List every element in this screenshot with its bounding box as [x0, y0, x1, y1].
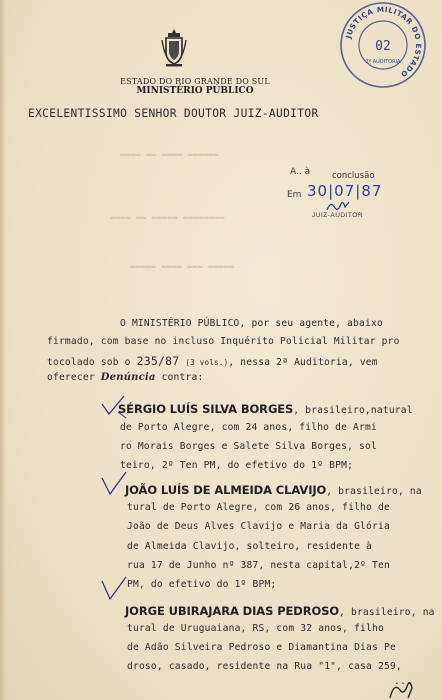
annotation-juiz-auditor: JUIZ-AUDITOR	[312, 212, 364, 219]
defendant-3-line-2: tural de Uruguaiana, RS, com 32 anos, filho	[127, 623, 384, 634]
intro-text: oferecer	[47, 372, 95, 383]
defendant-2-line-6: PM, do efetivo do 1º BPM;	[127, 579, 277, 590]
intro-line-2: firmado, com base no incluso Inquérito Policial Militar pro	[47, 336, 400, 347]
coat-of-arms-icon	[160, 28, 188, 68]
defendant-3-name: JORGE UBIRAJARA DIAS PEDROSO	[125, 604, 340, 618]
annotation-em: Em	[287, 190, 302, 200]
defendant-2-line-3: João de Deus Alves Clavijo e Maria da Glória	[127, 521, 390, 532]
salutation: EXCELENTISSIMO SENHOR DOUTOR JUIZ-AUDITOR	[28, 107, 319, 120]
intro-text: , nessa 2ª Auditoria, vem	[228, 357, 378, 368]
court-stamp-icon	[338, 0, 428, 90]
continuation-dots: ...	[394, 676, 412, 687]
defendant-1-line-1	[118, 402, 413, 416]
defendant-2-line-2: tural de Porto Alegre, com 26 anos, filho de	[127, 502, 390, 513]
ministry-header: MINISTÉRIO PÚBLICO	[136, 86, 254, 96]
defendant-1-line-3: ro Morais Borges e Salete Silva Borges, sol	[120, 441, 377, 452]
defendant-text: , brasileiro,natural	[293, 405, 413, 416]
intro-line-4	[47, 372, 203, 383]
stamp-number: 02	[375, 39, 391, 54]
defendant-text: , brasileiro, na	[339, 607, 435, 618]
annotation-date: 30|07|87	[307, 182, 383, 200]
defendant-1-name: SÉRGIO LUÍS SILVA BORGES	[118, 402, 294, 416]
defendant-3-line-3: de Adão Silveira Pedroso e Diamantina Dias Pe	[127, 642, 396, 653]
defendant-1-line-4: teiro, 2º Ten PM, do efetivo do 1º BPM;	[120, 460, 354, 471]
intro-line-3	[47, 354, 378, 368]
volumes: (3 vols.)	[185, 358, 229, 367]
page-edge	[0, 0, 6, 700]
intro-line-1: O MINISTÉRIO PÚBLICO, por seu agente, abaixo	[120, 318, 383, 329]
denuncia-word: Denúncia	[100, 372, 156, 383]
defendant-1-line-2: de Porto Alegre, com 24 anos, filho de Armi	[120, 422, 377, 433]
bleed-through: ▬▬▬▬ ▬▬ ▬▬▬▬ ▬▬▬▬▬▬	[120, 150, 220, 159]
intro-text: contra:	[161, 372, 204, 383]
defendant-3-line-4: droso, casado, residente na Rua "1", casa 259,	[127, 661, 402, 672]
initials-signature	[384, 680, 418, 700]
annotation-a: A.. à	[290, 167, 311, 177]
defendant-2-name: JOÃO LUÍS DE ALMEIDA CLAVIJO	[125, 483, 327, 497]
intro-text: tocolado sob o	[47, 357, 131, 368]
state-header: ESTADO DO RIO GRANDE DO SUL	[120, 77, 270, 86]
stamp-ring-text: JUSTIÇA MILITAR DO ESTADO	[343, 4, 424, 80]
defendant-3-line-1	[125, 604, 435, 618]
bleed-through: ▬▬▬▬▬ ▬▬▬▬ ▬▬▬ ▬▬▬▬▬	[130, 262, 235, 271]
check-mark-icon	[100, 575, 130, 603]
ipm-number: 235/87	[136, 354, 180, 368]
defendant-2-line-4: de Almeida Clavijo, solteiro, residente à	[127, 541, 373, 552]
defendant-2-line-1	[125, 483, 422, 497]
defendant-text: , brasileiro, na	[326, 486, 422, 497]
stamp-sub: 2ª AUDITORIA	[365, 59, 401, 65]
bleed-through: ▬▬▬▬ ▬▬ ▬▬▬▬▬ ▬▬▬▬▬▬▬▬	[110, 213, 225, 222]
annotation-conclusao: conclusão	[332, 171, 375, 181]
defendant-2-line-5: rua 17 de Junho nº 387, nesta capital,2º Ten	[127, 560, 390, 571]
